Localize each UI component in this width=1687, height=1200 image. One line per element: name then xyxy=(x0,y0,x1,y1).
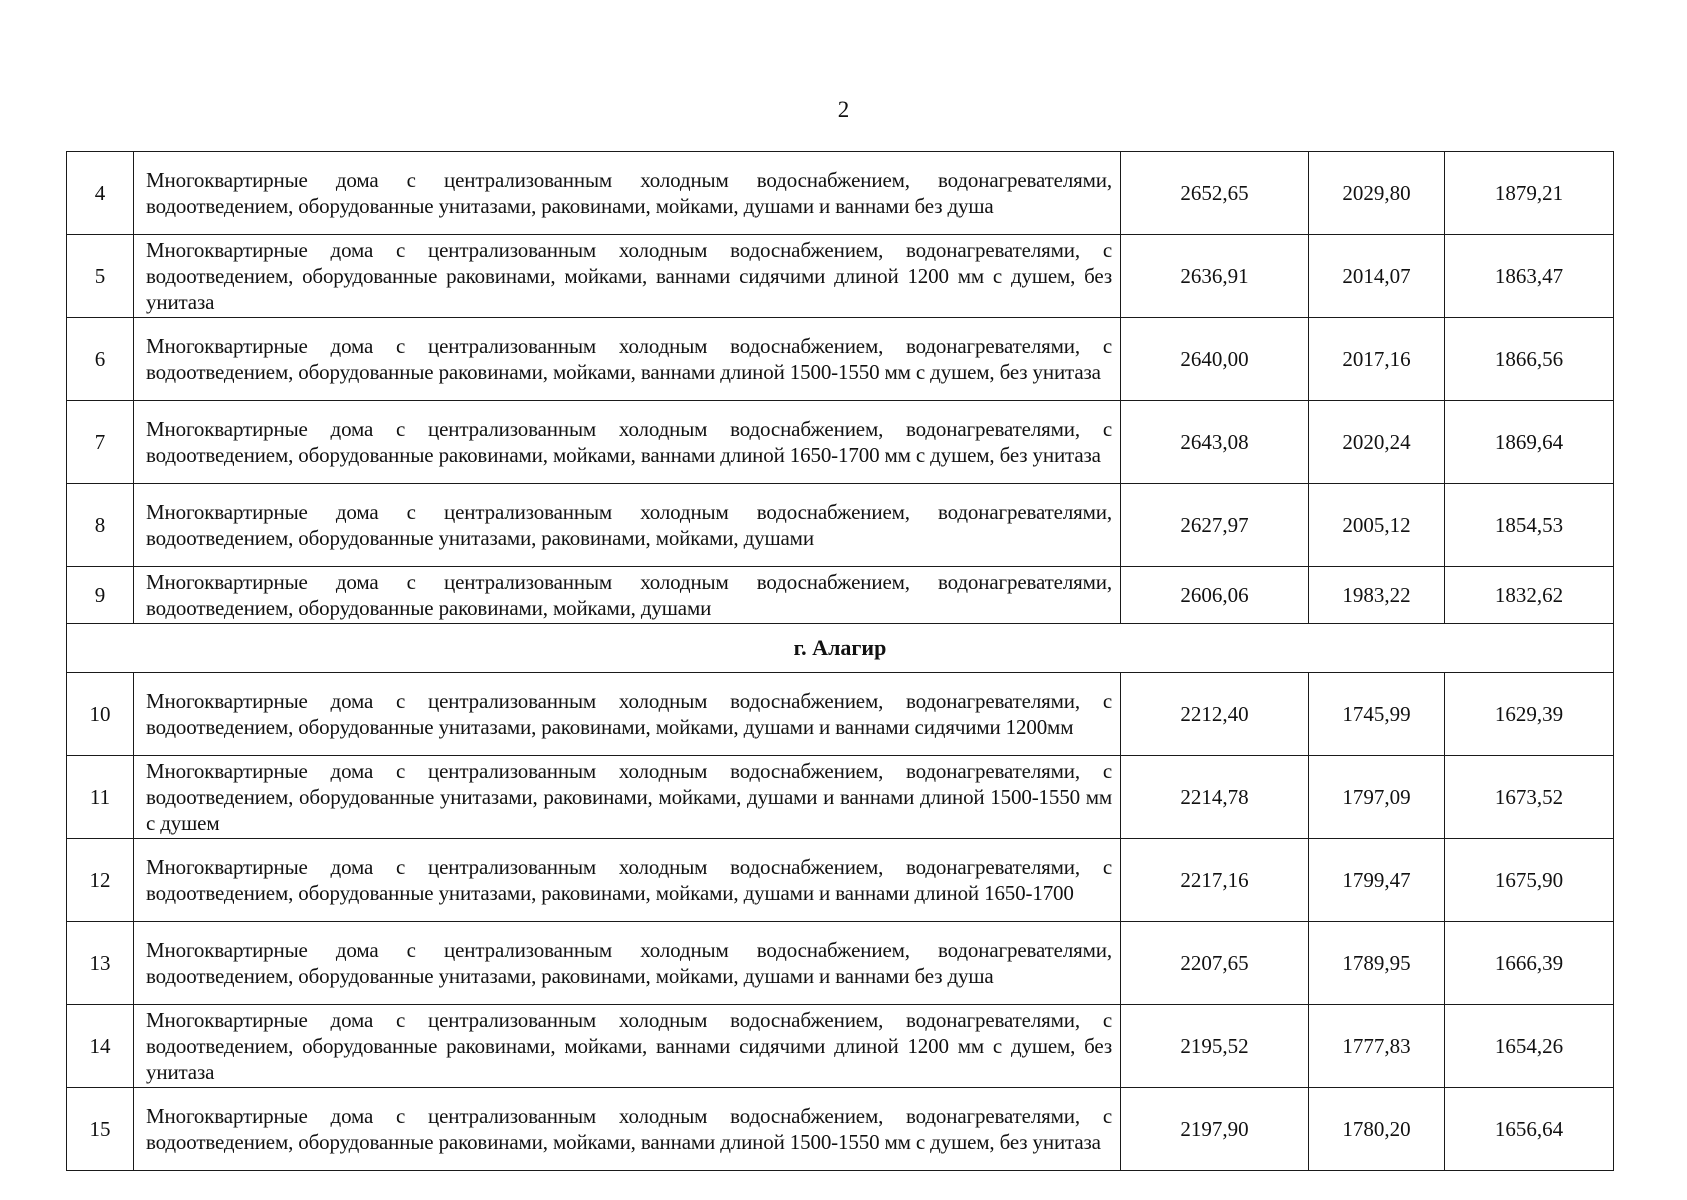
row-value-1: 2214,78 xyxy=(1121,756,1309,839)
row-value-1: 2643,08 xyxy=(1121,401,1309,484)
row-value-3: 1675,90 xyxy=(1445,839,1614,922)
page-number: 2 xyxy=(837,97,850,122)
row-value-1: 2640,00 xyxy=(1121,318,1309,401)
row-number: 6 xyxy=(67,318,134,401)
row-number: 7 xyxy=(67,401,134,484)
row-value-1: 2207,65 xyxy=(1121,922,1309,1005)
row-number: 13 xyxy=(67,922,134,1005)
table-row xyxy=(67,401,1614,484)
row-value-2: 2020,24 xyxy=(1309,401,1445,484)
row-value-1: 2636,91 xyxy=(1121,235,1309,318)
row-value-3: 1656,64 xyxy=(1445,1088,1614,1171)
row-description: Многоквартирные дома с централизованным холодным водоснабжением, водонагревателями, с водоотведением, оборудованные унитазами, раковинами, мойками, душами и ваннами длиной 1500-1550 мм с душем xyxy=(134,756,1121,839)
row-number: 4 xyxy=(67,152,134,235)
row-value-3: 1832,62 xyxy=(1445,567,1614,624)
row-value-3: 1629,39 xyxy=(1445,673,1614,756)
row-number: 9 xyxy=(67,567,134,624)
row-number: 12 xyxy=(67,839,134,922)
tariff-table xyxy=(66,151,1614,1171)
row-value-2: 2017,16 xyxy=(1309,318,1445,401)
row-value-1: 2195,52 xyxy=(1121,1005,1309,1088)
row-value-3: 1869,64 xyxy=(1445,401,1614,484)
row-value-2: 1780,20 xyxy=(1309,1088,1445,1171)
row-value-1: 2217,16 xyxy=(1121,839,1309,922)
row-number: 14 xyxy=(67,1005,134,1088)
row-value-2: 2005,12 xyxy=(1309,484,1445,567)
row-value-2: 2014,07 xyxy=(1309,235,1445,318)
row-description: Многоквартирные дома с централизованным холодным водоснабжением, водонагревателями, с водоотведением, оборудованные раковинами, мойками, ваннами длиной 1650-1700 мм с душем, без унитаза xyxy=(134,401,1121,484)
row-number: 5 xyxy=(67,235,134,318)
table-row xyxy=(67,484,1614,567)
row-value-2: 1777,83 xyxy=(1309,1005,1445,1088)
row-number: 11 xyxy=(67,756,134,839)
row-value-3: 1863,47 xyxy=(1445,235,1614,318)
row-value-2: 1797,09 xyxy=(1309,756,1445,839)
row-description: Многоквартирные дома с централизованным холодным водоснабжением, водонагревателями, водоотведением, оборудованные унитазами, раковинами, мойками, душами xyxy=(134,484,1121,567)
row-value-2: 1799,47 xyxy=(1309,839,1445,922)
table-row xyxy=(67,839,1614,922)
row-description: Многоквартирные дома с централизованным холодным водоснабжением, водонагревателями, водоотведением, оборудованные унитазами, раковинами, мойками, душами и ваннами без душа xyxy=(134,152,1121,235)
row-value-2: 1983,22 xyxy=(1309,567,1445,624)
section-title: г. Алагир xyxy=(67,624,1614,673)
table-row xyxy=(67,318,1614,401)
table-body xyxy=(67,152,1614,1171)
table-row xyxy=(67,235,1614,318)
table-row xyxy=(67,567,1614,624)
row-value-2: 1745,99 xyxy=(1309,673,1445,756)
table-row xyxy=(67,1088,1614,1171)
row-value-2: 2029,80 xyxy=(1309,152,1445,235)
row-value-1: 2212,40 xyxy=(1121,673,1309,756)
row-description: Многоквартирные дома с централизованным холодным водоснабжением, водонагревателями, с водоотведением, оборудованные унитазами, раковинами, мойками, душами и ваннами сидячими 1200мм xyxy=(134,673,1121,756)
table-row xyxy=(67,673,1614,756)
section-header-row xyxy=(67,624,1614,673)
row-value-1: 2606,06 xyxy=(1121,567,1309,624)
table-row xyxy=(67,1005,1614,1088)
row-description: Многоквартирные дома с централизованным холодным водоснабжением, водонагревателями, водоотведением, оборудованные унитазами, раковинами, мойками, душами и ваннами без душа xyxy=(134,922,1121,1005)
row-value-3: 1854,53 xyxy=(1445,484,1614,567)
row-description: Многоквартирные дома с централизованным холодным водоснабжением, водонагревателями, с водоотведением, оборудованные раковинами, мойками, ваннами сидячими длиной 1200 мм с душем, без унитаза xyxy=(134,1005,1121,1088)
table-row xyxy=(67,756,1614,839)
table-row xyxy=(67,152,1614,235)
row-description: Многоквартирные дома с централизованным холодным водоснабжением, водонагревателями, с водоотведением, оборудованные унитазами, раковинами, мойками, душами и ваннами длиной 1650-1700 xyxy=(134,839,1121,922)
row-value-2: 1789,95 xyxy=(1309,922,1445,1005)
row-value-3: 1879,21 xyxy=(1445,152,1614,235)
row-description: Многоквартирные дома с централизованным холодным водоснабжением, водонагревателями, с водоотведением, оборудованные раковинами, мойками, ваннами сидячими длиной 1200 мм с душем, без унитаза xyxy=(134,235,1121,318)
row-number: 10 xyxy=(67,673,134,756)
row-value-3: 1654,26 xyxy=(1445,1005,1614,1088)
table-row xyxy=(67,922,1614,1005)
row-value-3: 1673,52 xyxy=(1445,756,1614,839)
row-description: Многоквартирные дома с централизованным холодным водоснабжением, водонагревателями, водоотведением, оборудованные раковинами, мойками, душами xyxy=(134,567,1121,624)
row-number: 8 xyxy=(67,484,134,567)
row-number: 15 xyxy=(67,1088,134,1171)
row-description: Многоквартирные дома с централизованным холодным водоснабжением, водонагревателями, с водоотведением, оборудованные раковинами, мойками, ваннами длиной 1500-1550 мм с душем, без унитаза xyxy=(134,318,1121,401)
row-value-1: 2197,90 xyxy=(1121,1088,1309,1171)
row-value-1: 2627,97 xyxy=(1121,484,1309,567)
row-value-1: 2652,65 xyxy=(1121,152,1309,235)
row-description: Многоквартирные дома с централизованным холодным водоснабжением, водонагревателями, с водоотведением, оборудованные раковинами, мойками, ваннами длиной 1500-1550 мм с душем, без унитаза xyxy=(134,1088,1121,1171)
row-value-3: 1866,56 xyxy=(1445,318,1614,401)
row-value-3: 1666,39 xyxy=(1445,922,1614,1005)
